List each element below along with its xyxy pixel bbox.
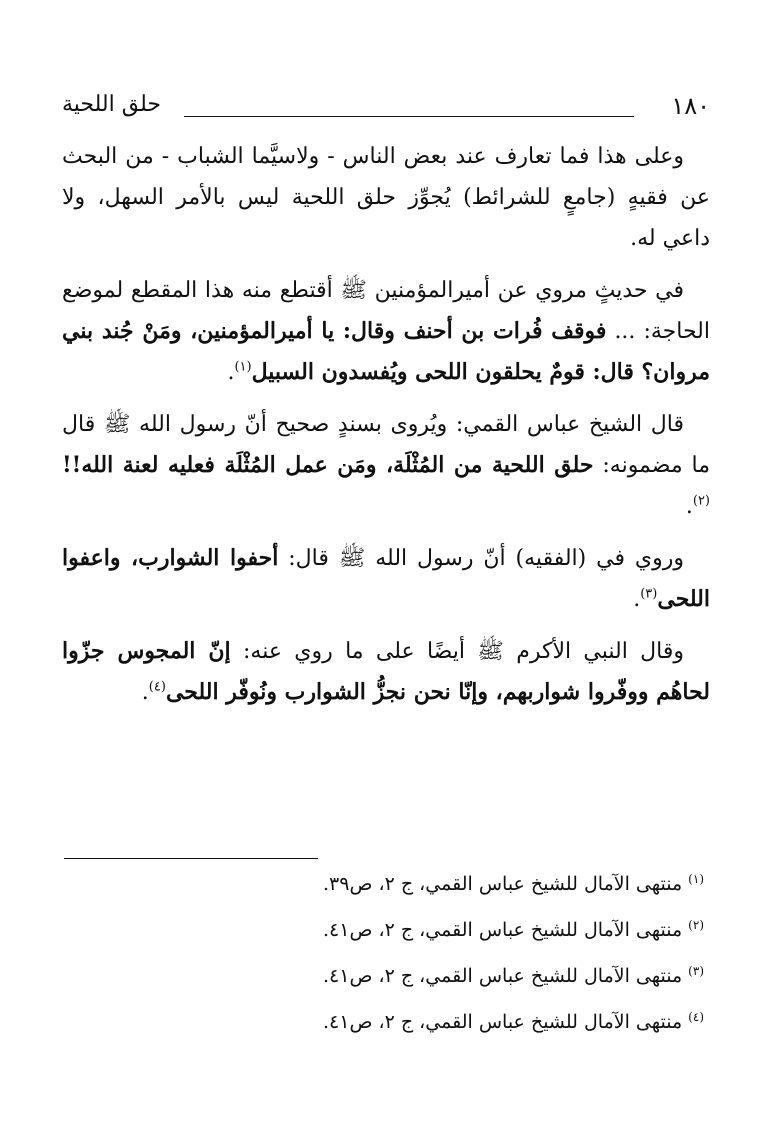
main-text: [62, 136, 710, 724]
footnote-4: [62, 1010, 704, 1034]
paragraph-5: [62, 631, 710, 713]
footnote-1: [62, 872, 704, 896]
punctuation: .: [633, 587, 641, 612]
footnote-ref: (٢): [692, 493, 710, 509]
page-number: ١٨٠: [671, 92, 710, 120]
paragraph-text: قال الشيخ عباس القمي: ويُروى بسندٍ صحيح أنّ رسول الله ﷺ قال ما مضمونه:: [62, 412, 711, 478]
footnote-marker: (١): [688, 871, 704, 886]
footnote-ref: (٤): [148, 679, 166, 695]
punctuation: .: [685, 494, 693, 519]
footnote-text: منتهى الآمال للشيخ عباس القمي، ج ٢، ص٤١.: [322, 965, 683, 987]
paragraph-4: [62, 538, 710, 620]
hadith-quote: فوقف فُرات بن أحنف وقال: يا أميرالمؤمنين، ومَنْ جُند بني مروان؟ قال: قومٌ يحلقون اللحى ويُفسدون السبيل: [62, 318, 710, 385]
footnote-marker: (٢): [688, 917, 704, 932]
hadith-quote: إنّ المجوس جزّوا لحاهُم ووفّروا شواربهم، وإنّا نحن نجزُّ الشوارب ونُوفّر اللحى: [62, 638, 710, 705]
page-header: [62, 92, 710, 122]
hadith-quote: أحفوا الشوارب، واعفوا اللحى: [62, 545, 710, 612]
paragraph-1: [62, 136, 710, 259]
footnote-text: منتهى الآمال للشيخ عباس القمي، ج ٢، ص٣٩.: [322, 873, 683, 895]
hadith-quote: حلق اللحية من المُثْلَة، ومَن عمل المُثْلَة فعليه لعنة الله!!: [62, 452, 594, 478]
paragraph-text: وقال النبي الأكرم ﷺ أيضًا على ما روي عنه:: [230, 639, 684, 664]
footnotes: [62, 872, 704, 1056]
footnote-ref: (٣): [640, 586, 658, 602]
paragraph-2: [62, 270, 710, 393]
running-title: حلق اللحية: [62, 92, 161, 117]
footnote-text: منتهى الآمال للشيخ عباس القمي، ج ٢، ص٤١.: [322, 919, 683, 941]
paragraph-text: في حديثٍ مروي عن أميرالمؤمنين ﷺ أقتطع منه هذا المقطع لموضع الحاجة: ...: [62, 278, 710, 344]
footnote-3: [62, 964, 704, 988]
footnote-text: منتهى الآمال للشيخ عباس القمي، ج ٢، ص٤١.: [322, 1011, 683, 1033]
paragraph-3: [62, 404, 710, 527]
punctuation: .: [141, 680, 149, 705]
paragraph-text: وعلى هذا فما تعارف عند بعض الناس - ولاسيَّما الشباب - من البحث عن فقيهٍ (جامعٍ للشرائط) يُجوِّز حلق اللحية ليس بالأمر السهل، ولا داعي له.: [62, 144, 710, 251]
punctuation: .: [227, 360, 235, 385]
footnote-marker: (٣): [688, 963, 704, 978]
footnote-separator: [64, 858, 318, 859]
footnote-2: [62, 918, 704, 942]
header-rule: [184, 116, 634, 117]
paragraph-text: وروي في (الفقيه) أنّ رسول الله ﷺ قال:: [278, 546, 685, 571]
footnote-ref: (١): [234, 359, 252, 375]
footnote-marker: (٤): [688, 1009, 704, 1024]
